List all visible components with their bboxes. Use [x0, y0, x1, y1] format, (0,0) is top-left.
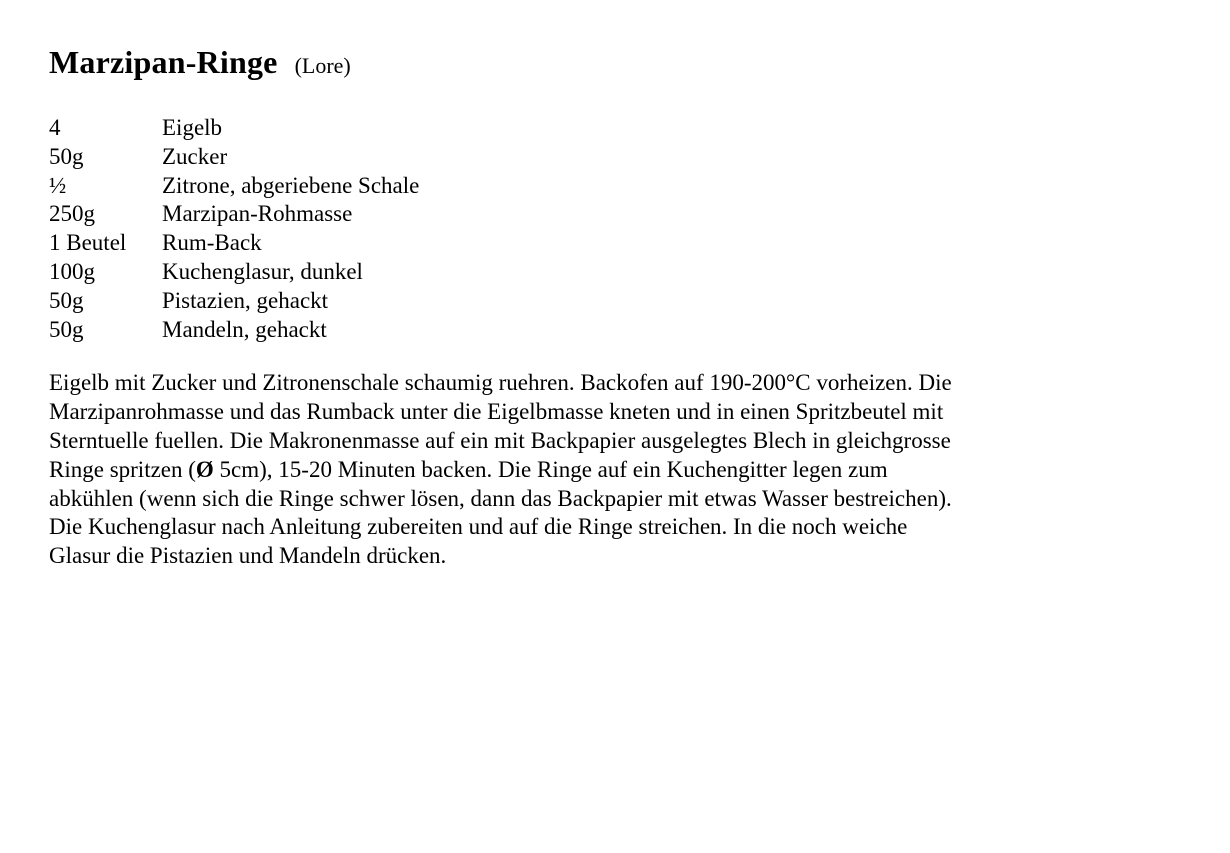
ingredient-quantity: 4: [49, 115, 61, 140]
ingredient-name: Pistazien, gehackt: [162, 287, 329, 313]
instructions-line: Marzipanrohmasse und das Rumback unter die Eigelbmasse kneten und in einen Spritzbeutel mit: [49, 399, 944, 425]
instructions-line: [49, 456, 1049, 485]
recipe-title: Marzipan-Ringe: [49, 44, 278, 80]
ingredient-list: [49, 114, 1230, 344]
recipe-title-line: [49, 44, 1230, 81]
diameter-symbol: Ø: [195, 456, 214, 482]
recipe-source-label: (Lore): [294, 53, 351, 78]
instructions-line: abkühlen (wenn sich die Ringe schwer lösen, dann das Backpapier mit etwas Wasser bestreichen).: [49, 485, 952, 511]
ingredient-row: [49, 172, 1230, 201]
ingredient-quantity: 250g: [49, 201, 95, 227]
ingredient-row: [49, 229, 1230, 258]
instructions-line: Sterntuelle fuellen. Die Makronenmasse auf ein mit Backpapier ausgelegtes Blech in gleichgrosse: [49, 427, 951, 453]
ingredient-name: Rum-Back: [162, 230, 262, 256]
ingredient-row: [49, 258, 1230, 287]
ingredient-name: Eigelb: [162, 115, 223, 140]
ingredient-row: [49, 200, 1230, 229]
ingredient-row: [49, 287, 1230, 316]
instructions-paragraph: [49, 369, 1049, 571]
ingredient-quantity: 50g: [49, 287, 84, 313]
ingredient-row: [49, 316, 1230, 345]
ingredient-name: Kuchenglasur, dunkel: [162, 258, 363, 284]
ingredient-quantity: 50g: [49, 316, 84, 342]
ingredient-quantity: 100g: [49, 258, 95, 284]
ingredient-row: [49, 114, 1230, 143]
instructions-line: Eigelb mit Zucker und Zitronenschale schaumig ruehren. Backofen auf 190-200°C vorheizen. Die: [49, 370, 952, 396]
ingredient-row: [49, 143, 1230, 172]
ingredient-quantity: ½: [49, 172, 67, 198]
instructions-line: Die Kuchenglasur nach Anleitung zubereiten und auf die Ringe streichen. In die noch weiche: [49, 514, 908, 540]
ingredient-quantity: 50g: [49, 143, 84, 169]
ingredient-name: Zitrone, abgeriebene Schale: [162, 172, 420, 198]
ingredient-name: Mandeln, gehackt: [162, 316, 327, 342]
instructions-line: Glasur die Pistazien und Mandeln drücken.: [49, 543, 447, 569]
ingredient-name: Zucker: [162, 143, 228, 169]
ingredient-quantity: 1 Beutel: [49, 230, 127, 256]
ingredient-name: Marzipan-Rohmasse: [162, 201, 353, 227]
instructions-line-segment: 5cm), 15-20 Minuten backen. Die Ringe auf ein Kuchengitter legen zum: [213, 456, 888, 482]
instructions-line-segment: Ringe spritzen (: [49, 456, 196, 482]
